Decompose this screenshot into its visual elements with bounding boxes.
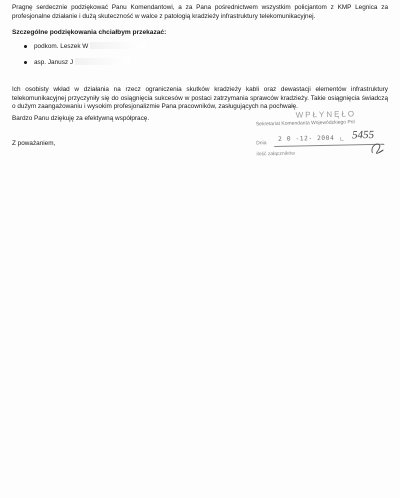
- bullet-icon: [24, 61, 27, 64]
- stamp-office-line: Sekretariat Komendanta Wojewódzkiego Pol: [255, 119, 355, 128]
- stamp-number-label: L.: [340, 136, 345, 143]
- recipient-name: podkom. Leszek W: [34, 43, 89, 50]
- stamp-date: 2 0 -12- 2004: [278, 134, 335, 143]
- list-item: [24, 42, 145, 58]
- body-paragraph: Ich osobisty wkład w działania na rzecz ograniczenia skutków kradzieży kabli oraz dewastacji elementów infrastruktury telekomunikacyjnej przyczyniły się do osiągnięcia sukcesów w postaci zatrzymania sprawców kradzieży. Takie osiągnięcia świadczą o dużym zaangażowaniu i wysokim profesjonalizmie Pana pracowników, zasługujących na pochwałę.: [12, 86, 388, 111]
- recipient-name: asp. Janusz J: [34, 59, 74, 66]
- thanks-heading: Szczególne podziękowania chciałbym przekazać:: [12, 29, 167, 36]
- intro-paragraph: Pragnę serdecznie podziękować Panu Komendantowi, a za Pana pośrednictwem wszystkim policjantom z KMP Legnica za profesjonalne działanie i dużą skuteczność w walce z patologią kradzieży infrastruktury telekomunikacyjnej.: [12, 4, 388, 20]
- stamp-heading: WPŁYNĘŁO: [295, 109, 357, 120]
- received-stamp: [256, 107, 393, 158]
- stamp-date-label: Dnia: [256, 140, 267, 147]
- recipients-list: [24, 42, 145, 74]
- stamp-footer: ilość załączników: [256, 150, 295, 158]
- redaction-mark: [90, 42, 145, 49]
- bullet-icon: [24, 45, 27, 48]
- closing-thanks: Bardzo Panu dziękuję za efektywną współpracę.: [12, 115, 150, 122]
- stamp-number: 5455: [351, 128, 375, 142]
- handwritten-signature-icon: [368, 141, 386, 155]
- list-item: [24, 58, 145, 74]
- salutation: Z poważaniem,: [12, 140, 56, 147]
- redaction-mark: [75, 58, 130, 65]
